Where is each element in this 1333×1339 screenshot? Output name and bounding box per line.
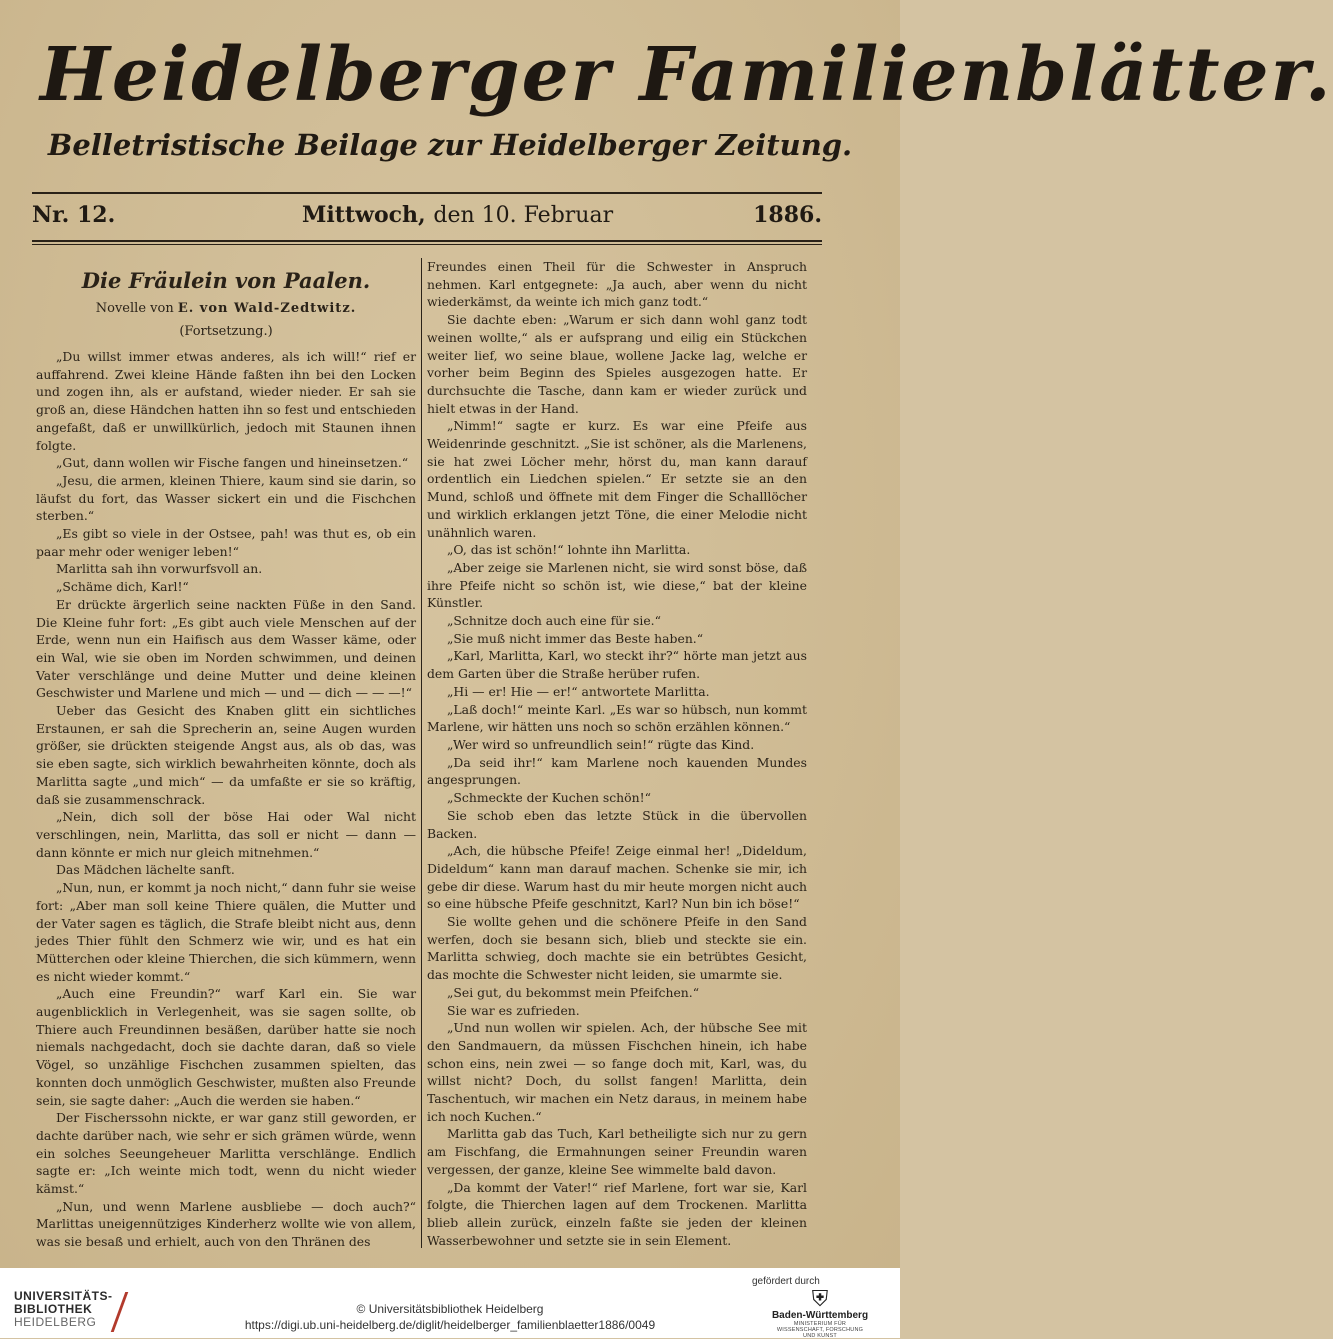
coat-of-arms-icon: ⛨ [811, 1286, 829, 1311]
article-paragraph: „Da seid ihr!“ kam Marlene noch kauenden Mundes angesprungen. [427, 754, 807, 788]
issue-day: den 10. Februar [433, 203, 614, 228]
masthead-subtitle: Belletristische Beilage zur Heidelberger Zeitung. [47, 128, 853, 162]
library-line-2: BIBLIOTHEK [14, 1302, 93, 1316]
article-right-column [427, 258, 807, 1249]
article-title: Die Fräulein von Paalen. [81, 268, 371, 293]
left-paragraphs [36, 348, 416, 1251]
article-paragraph: Das Mädchen lächelte sanft. [56, 862, 235, 878]
article-byline [36, 300, 416, 318]
article-paragraph: Sie war es zufrieden. [447, 1002, 580, 1018]
article-paragraph: „Und nun wollen wir spielen. Ach, der hübsche See mit den Sandmauern, da müssen Fischchen hinein, ich habe schon eins, nein zwei — so fange doch mit, Karl, was, du willst nicht? Doch, du sollst fangen! Marlitta, dein Taschentuch, wir machen ein Netz daraus, in meinem habe ich noch Kuchen.“ [427, 1020, 807, 1124]
article-paragraph: Ueber das Gesicht des Knaben glitt ein sichtliches Erstaunen, er sah die Sprecherin an, seine Augen wurden größer, sie drückten steigende Angst aus, als ob das, was sie eben sagte, sich wirklich bewahrheiten könnte, doch als Marlitta sagte „und mich“ — da umfaßte er sie so kräftig, daß sie zusammenschrack. [36, 703, 416, 807]
article-paragraph: „Laß doch!“ meinte Karl. „Es war so hübsch, nun kommt Marlene, wir hätten uns noch so schön erzählen können.“ [427, 701, 807, 735]
divider-rule [32, 244, 822, 245]
article-paragraph: „Nein, dich soll der böse Hai oder Wal nicht verschlingen, nein, Marlitta, das soll er nicht — dann — dann könnte er mich nur gleich mitnehmen.“ [36, 809, 416, 860]
article-paragraph: Er drückte ärgerlich seine nackten Füße in den Sand. Die Kleine fuhr fort: „Es gibt auch viele Menschen auf der Erde, wenn nun ein Haifisch aus dem Wasser käme, oder ein Wal, wie sie oben im Norden schwimmen, und deinen Vater verschlänge und deine Mutter und deine kleinen Geschwister und Marlene und mich — und — dich — — —!“ [36, 596, 416, 701]
article-paragraph: Der Fischerssohn nickte, er war ganz still geworden, er dachte darüber nach, wie sehr er sich grämen würde, wenn ein solches Seeungeheuer Marlitta verschlänge. Endlich sagte er: „Ich weinte mich todt, wenn du nicht wieder kämst.“ [36, 1110, 416, 1197]
issue-weekday: Mittwoch, [302, 202, 426, 228]
article-paragraph: „O, das ist schön!“ lohnte ihn Marlitta. [447, 542, 691, 558]
article-paragraph: Sie wollte gehen und die schönere Pfeife in den Sand werfen, doch sie besann sich, blieb und steckte sie ein. Marlitta schwieg, doch machte sie ein betrübtes Gesicht, das mochte die Schwester nicht leiden, sie umarmte sie. [427, 914, 807, 983]
article-paragraph: „Wer wird so unfreundlich sein!“ rügte das Kind. [447, 736, 755, 752]
copyright-notice: © Universitätsbibliothek Heidelberg [356, 1302, 544, 1316]
article-paragraph: Sie dachte eben: „Warum er sich dann wohl ganz todt weinen wollte,“ als er aufsprang und eilig ein Stückchen weiter lief, wo seine blaue, wollene Jacke lag, welche er vorher beim Beginn des Spieles ausgezogen hatte. Er durchsuchte die Tasche, dann kam er wieder zurück und hielt etwas in der Hand. [427, 312, 807, 416]
article-paragraph: „Schäme dich, Karl!“ [56, 579, 189, 595]
article-paragraph: „Sei gut, du bekommst mein Pfeifchen.“ [447, 984, 700, 1000]
article-paragraph: „Schnitze doch auch eine für sie.“ [447, 613, 661, 629]
article-paragraph: „Aber zeige sie Marlenen nicht, sie wird sonst böse, daß ihre Pfeife nicht so schön ist, wie diese,“ bat der kleine Künstler. [427, 559, 807, 611]
article-paragraph: Marlitta sah ihn vorwurfsvoll an. [56, 561, 263, 577]
article-paragraph: „Schmeckte der Kuchen schön!“ [447, 790, 651, 806]
issue-date [302, 202, 613, 228]
article-paragraph: Sie schob eben das letzte Stück in die übervollen Backen. [427, 807, 807, 841]
divider-rule [32, 240, 822, 242]
article-paragraph: Marlitta gab das Tuch, Karl betheiligte sich nur zu gern am Fischfang, die Ermahnungen seiner Freundin waren vergessen, der ganze, kleine See wimmelte bald davon. [427, 1126, 807, 1177]
masthead-title: Heidelberger Familienblätter. [40, 32, 1333, 118]
article-left-column [36, 258, 416, 1251]
article-paragraph: „Gut, dann wollen wir Fische fangen und hineinsetzen.“ [56, 455, 409, 471]
byline-prefix: Novelle von [95, 301, 174, 316]
article-paragraph: „Auch eine Freundin?“ warf Karl ein. Sie war augenblicklich in Verlegenheit, was sie sagen sollte, ob Thiere auch Freundinnen besäßen, darüber hatte sie noch niemals nachgedacht, doch sie dachte daran, daß so viele Vögel, so unzählige Fischchen zusammen spielten, das konnten doch unmöglich Geschwister, mußten also Freunde sein, sie sagte daher: „Auch die werden sie haben.“ [36, 986, 416, 1108]
article-paragraph: „Sie muß nicht immer das Beste haben.“ [447, 630, 704, 646]
issue-year: 1886. [753, 202, 822, 228]
ministry-name: MINISTERIUM FÜR WISSENSCHAFT, FORSCHUNG UND KUNST [776, 1321, 864, 1339]
article-paragraph: „Ach, die hübsche Pfeife! Zeige einmal her! „Dideldum, Dideldum“ kann man darauf machen. Schenke sie mir, ich gebe dir diese. Warum hast du mir heute morgen nicht auch so eine hübsche Pfeife geschnitzt, Karl? Nun bin ich böse!“ [427, 843, 807, 912]
funder-logo [770, 1288, 870, 1339]
article-paragraph: „Es gibt so viele in der Ostsee, pah! was thut es, ob ein paar mehr oder weniger leben!“ [36, 526, 416, 559]
article-paragraph: „Nimm!“ sagte er kurz. Es war eine Pfeife aus Weidenrinde geschnitzt. „Sie ist schöner, als die Marlenens, sie hat zwei Löcher mehr, hörst du, man kann darauf ordentlich ein Liedchen spielen.“ Er setzte sie an den Mund, schloß und öffnete mit dem Finger die Schalllöcher und wirklich erklangen jetzt Töne, die einer Melodie nicht unähnlich waren. [427, 418, 807, 540]
article-paragraph: „Hi — er! Hie — er!“ antwortete Marlitta. [447, 683, 710, 699]
divider-rule [32, 192, 822, 194]
article-paragraph: „Da kommt der Vater!“ rief Marlene, fort war sie, Karl folgte, die Thierchen lagen auf dem Trockenen. Marlitta blieb allein zurück, einzeln faßte sie jeden der kleinen Wasserbewohner und setzte sie in sein Element. [427, 1179, 807, 1248]
permalink-url[interactable]: https://digi.ub.uni-heidelberg.de/diglit/heidelberger_familienblaetter1886/0049 [244, 1318, 656, 1332]
issue-number: Nr. 12. [32, 202, 116, 228]
footer-bar [0, 1268, 900, 1338]
article-paragraph: „Nun, nun, er kommt ja noch nicht,“ dann fuhr sie weise fort: „Aber man soll keine Thiere quälen, die Mutter und der Vater sagen es täglich, die Strafe bleibt nicht aus, denn jedes Thier fühlt den Schmerz wie wir, und es hat ein Mütterchen oder kleine Thierchen, die sich kümmern, wenn es nicht wieder kommt.“ [36, 880, 416, 984]
article-paragraph: „Du willst immer etwas anderes, als ich will!“ rief er auffahrend. Zwei kleine Hände faßten ihn bei den Locken und zogen ihn, als er aufstand, wieder nieder. Er sah sie groß an, diese Händchen hatten ihn so fest und entschieden angefaßt, daß er unwillkürlich, jedoch mit Staunen ihnen folgte. [36, 349, 416, 453]
article-paragraph: „Karl, Marlitta, Karl, wo steckt ihr?“ hörte man jetzt aus dem Garten über die Straße herüber rufen. [427, 648, 807, 682]
article-paragraph: „Nun, und wenn Marlene ausbliebe — doch auch?“ Marlittas uneigennütziges Kinderherz wollte wie von allem, was sie besaß und erhielt, auch von den Thränen des [36, 1198, 416, 1250]
library-line-1: UNIVERSITÄTS- [14, 1289, 113, 1303]
article-paragraph: „Jesu, die armen, kleinen Thiere, kaum sind sie darin, so läufst du fort, das Wasser sickert ein und die Fischchen sterben.“ [36, 472, 416, 524]
article-paragraph: Freundes einen Theil für die Schwester in Anspruch nehmen. Karl entgegnete: „Ja auch, aber wenn du nicht wiederkämst, da weinte ich mich ganz todt.“ [427, 259, 807, 310]
funder-name: Baden-Württemberg [771, 1310, 869, 1321]
article-continued-note: (Fortsetzung.) [179, 324, 273, 339]
right-paragraphs [427, 258, 807, 1249]
column-divider [421, 258, 422, 1248]
article-author: E. von Wald-Zedtwitz. [177, 301, 357, 316]
dateline [32, 202, 822, 236]
library-line-3: HEIDELBERG [14, 1315, 97, 1329]
funded-by-label: gefördert durch [752, 1276, 820, 1287]
